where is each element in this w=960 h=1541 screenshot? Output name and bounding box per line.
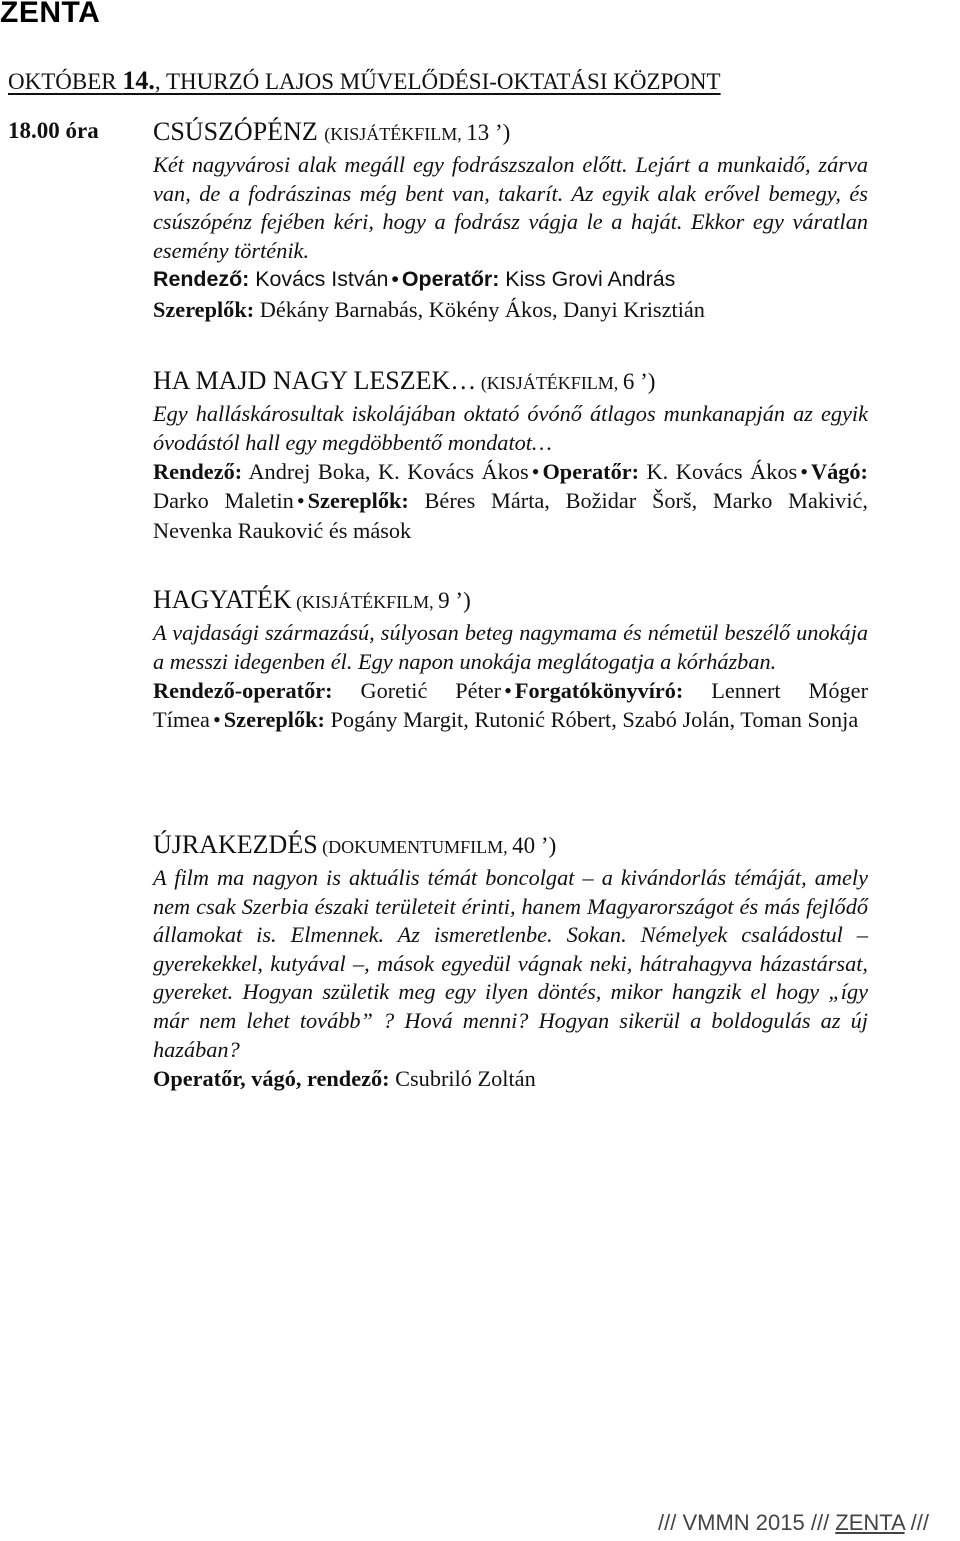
credit-label: Szereplők: <box>223 707 325 733</box>
film-title-line <box>153 828 868 864</box>
credit-value: Dékány Barnabás, Kökény Ákos, Danyi Krisztián <box>254 296 705 322</box>
venue-month: OKTÓBER <box>8 69 123 94</box>
bullet-separator: • <box>531 459 540 485</box>
bullet-separator: • <box>391 267 399 292</box>
credit-label: Operatőr: <box>401 267 500 292</box>
venue-name: , THURZÓ LAJOS MŰVELŐDÉSI-OKTATÁSI KÖZPONT <box>154 69 721 94</box>
page-footer <box>658 1510 929 1536</box>
credit-value: Csubriló Zoltán <box>389 1066 536 1092</box>
footer-festival: VMMN 2015 <box>682 1510 805 1535</box>
footer-separator: /// <box>904 1510 930 1535</box>
bullet-separator: • <box>212 707 221 733</box>
credit-label: Operatőr, vágó, rendező: <box>153 1066 390 1092</box>
credit-label: Rendező: <box>153 459 243 485</box>
film-description: Két nagyvárosi alak megáll egy fodrászszalon előtt. Lejárt a munkaidő, zárva van, de a fodrászinas még bent van, takarít. Az egyik alak erővel bemegy, és csúszópénz fejében kéri, hogy a fodrász vágja le a haját. Ekkor egy váratlan esemény történik. <box>153 152 868 263</box>
film-duration: 40 ’) <box>512 833 557 858</box>
film-description: Egy halláskárosultak iskolájában oktató óvónő átlagos munkanapján az egyik óvodástól hall egy megdöbbentő mondatot… <box>153 401 868 455</box>
credit-value: Goretić Péter <box>332 678 502 704</box>
film-title-line <box>153 364 868 400</box>
film-genre: (KISJÁTÉKFILM, <box>324 124 467 144</box>
footer-separator: /// <box>658 1510 683 1535</box>
film-title: CSÚSZÓPÉNZ <box>153 117 318 146</box>
film-duration: 6 ’) <box>622 369 656 394</box>
film-entry <box>153 364 868 545</box>
credit-value: Kiss Grovi András <box>499 267 676 292</box>
credit-value: Béres Márta, Božidar Šorš, Marko Makivić, Nevenka Rauković és mások <box>153 488 868 543</box>
credit-label: Szereplők: <box>307 488 409 514</box>
town-heading: ZENTA <box>0 0 101 29</box>
film-entry <box>153 115 868 324</box>
film-title-line <box>153 115 868 151</box>
film-title-line <box>153 583 868 619</box>
film-entry <box>153 828 868 1093</box>
film-title: HA MAJD NAGY LESZEK… <box>153 366 477 395</box>
credit-label: Rendező: <box>153 267 250 292</box>
credit-label: Szereplők: <box>153 296 255 322</box>
credit-label: Operatőr: <box>542 459 640 485</box>
film-entry <box>153 583 868 735</box>
bullet-separator: • <box>504 678 512 704</box>
film-genre: (KISJÁTÉKFILM, <box>291 592 439 612</box>
credit-label: Vágó: <box>811 459 868 485</box>
credit-value: Kovács István <box>249 267 389 292</box>
film-cast <box>153 295 868 324</box>
bullet-separator: • <box>296 488 305 514</box>
credit-value: Pogány Margit, Rutonić Róbert, Szabó Jolán, Toman Sonja <box>324 707 859 733</box>
film-credits <box>153 676 868 734</box>
venue-date-heading <box>8 66 721 96</box>
credit-value: Lennert Móger Tímea <box>153 678 868 733</box>
film-genre: (KISJÁTÉKFILM, <box>476 373 623 393</box>
film-description: A vajdasági származású, súlyosan beteg nagymama és németül beszélő unokája a messzi idegenben él. Egy napon unokája meglátogatja a kórházban. <box>153 620 868 674</box>
credit-value: Andrej Boka, K. Kovács Ákos <box>242 459 529 485</box>
credit-label: Forgatókönyvíró: <box>514 678 684 704</box>
footer-separator: /// <box>804 1510 836 1535</box>
film-title: HAGYATÉK <box>153 585 292 614</box>
film-credits <box>153 265 868 294</box>
screening-time: 18.00 óra <box>8 118 99 143</box>
venue-day: 14. <box>122 66 155 95</box>
film-title: ÚJRAKEZDÉS <box>153 830 318 859</box>
film-description: A film ma nagyon is aktuális témát boncolgat – a kivándorlás témáját, amely nem csak Szerbia északi területeit érinti, hanem Magyarországot és más fejlődő államokat is. Elmennek. Az ismeretlenbe. Sokan. Némelyek családostul – gyerekekkel, kutyával –, mások egyedül vágnak neki, hátrahagyva házastársat, gyereket. Hogyan születik meg egy ilyen döntés, mikor hangzik el hogy „így már nem lehet tovább” ? Hová menni? Hogyan sikerül a boldogulás az új hazában? <box>153 865 868 1062</box>
film-credits <box>153 457 868 545</box>
film-duration: 9 ’) <box>438 588 471 613</box>
footer-town: ZENTA <box>835 1510 905 1535</box>
film-genre: (DOKUMENTUMFILM, <box>317 837 513 857</box>
credit-label: Rendező-operatőr: <box>153 678 333 704</box>
film-duration: 13 ’) <box>466 120 511 145</box>
film-credits <box>153 1064 868 1093</box>
credit-value: Darko Maletin <box>153 488 294 514</box>
credit-value: K. Kovács Ákos <box>639 459 798 485</box>
bullet-separator: • <box>800 459 808 485</box>
